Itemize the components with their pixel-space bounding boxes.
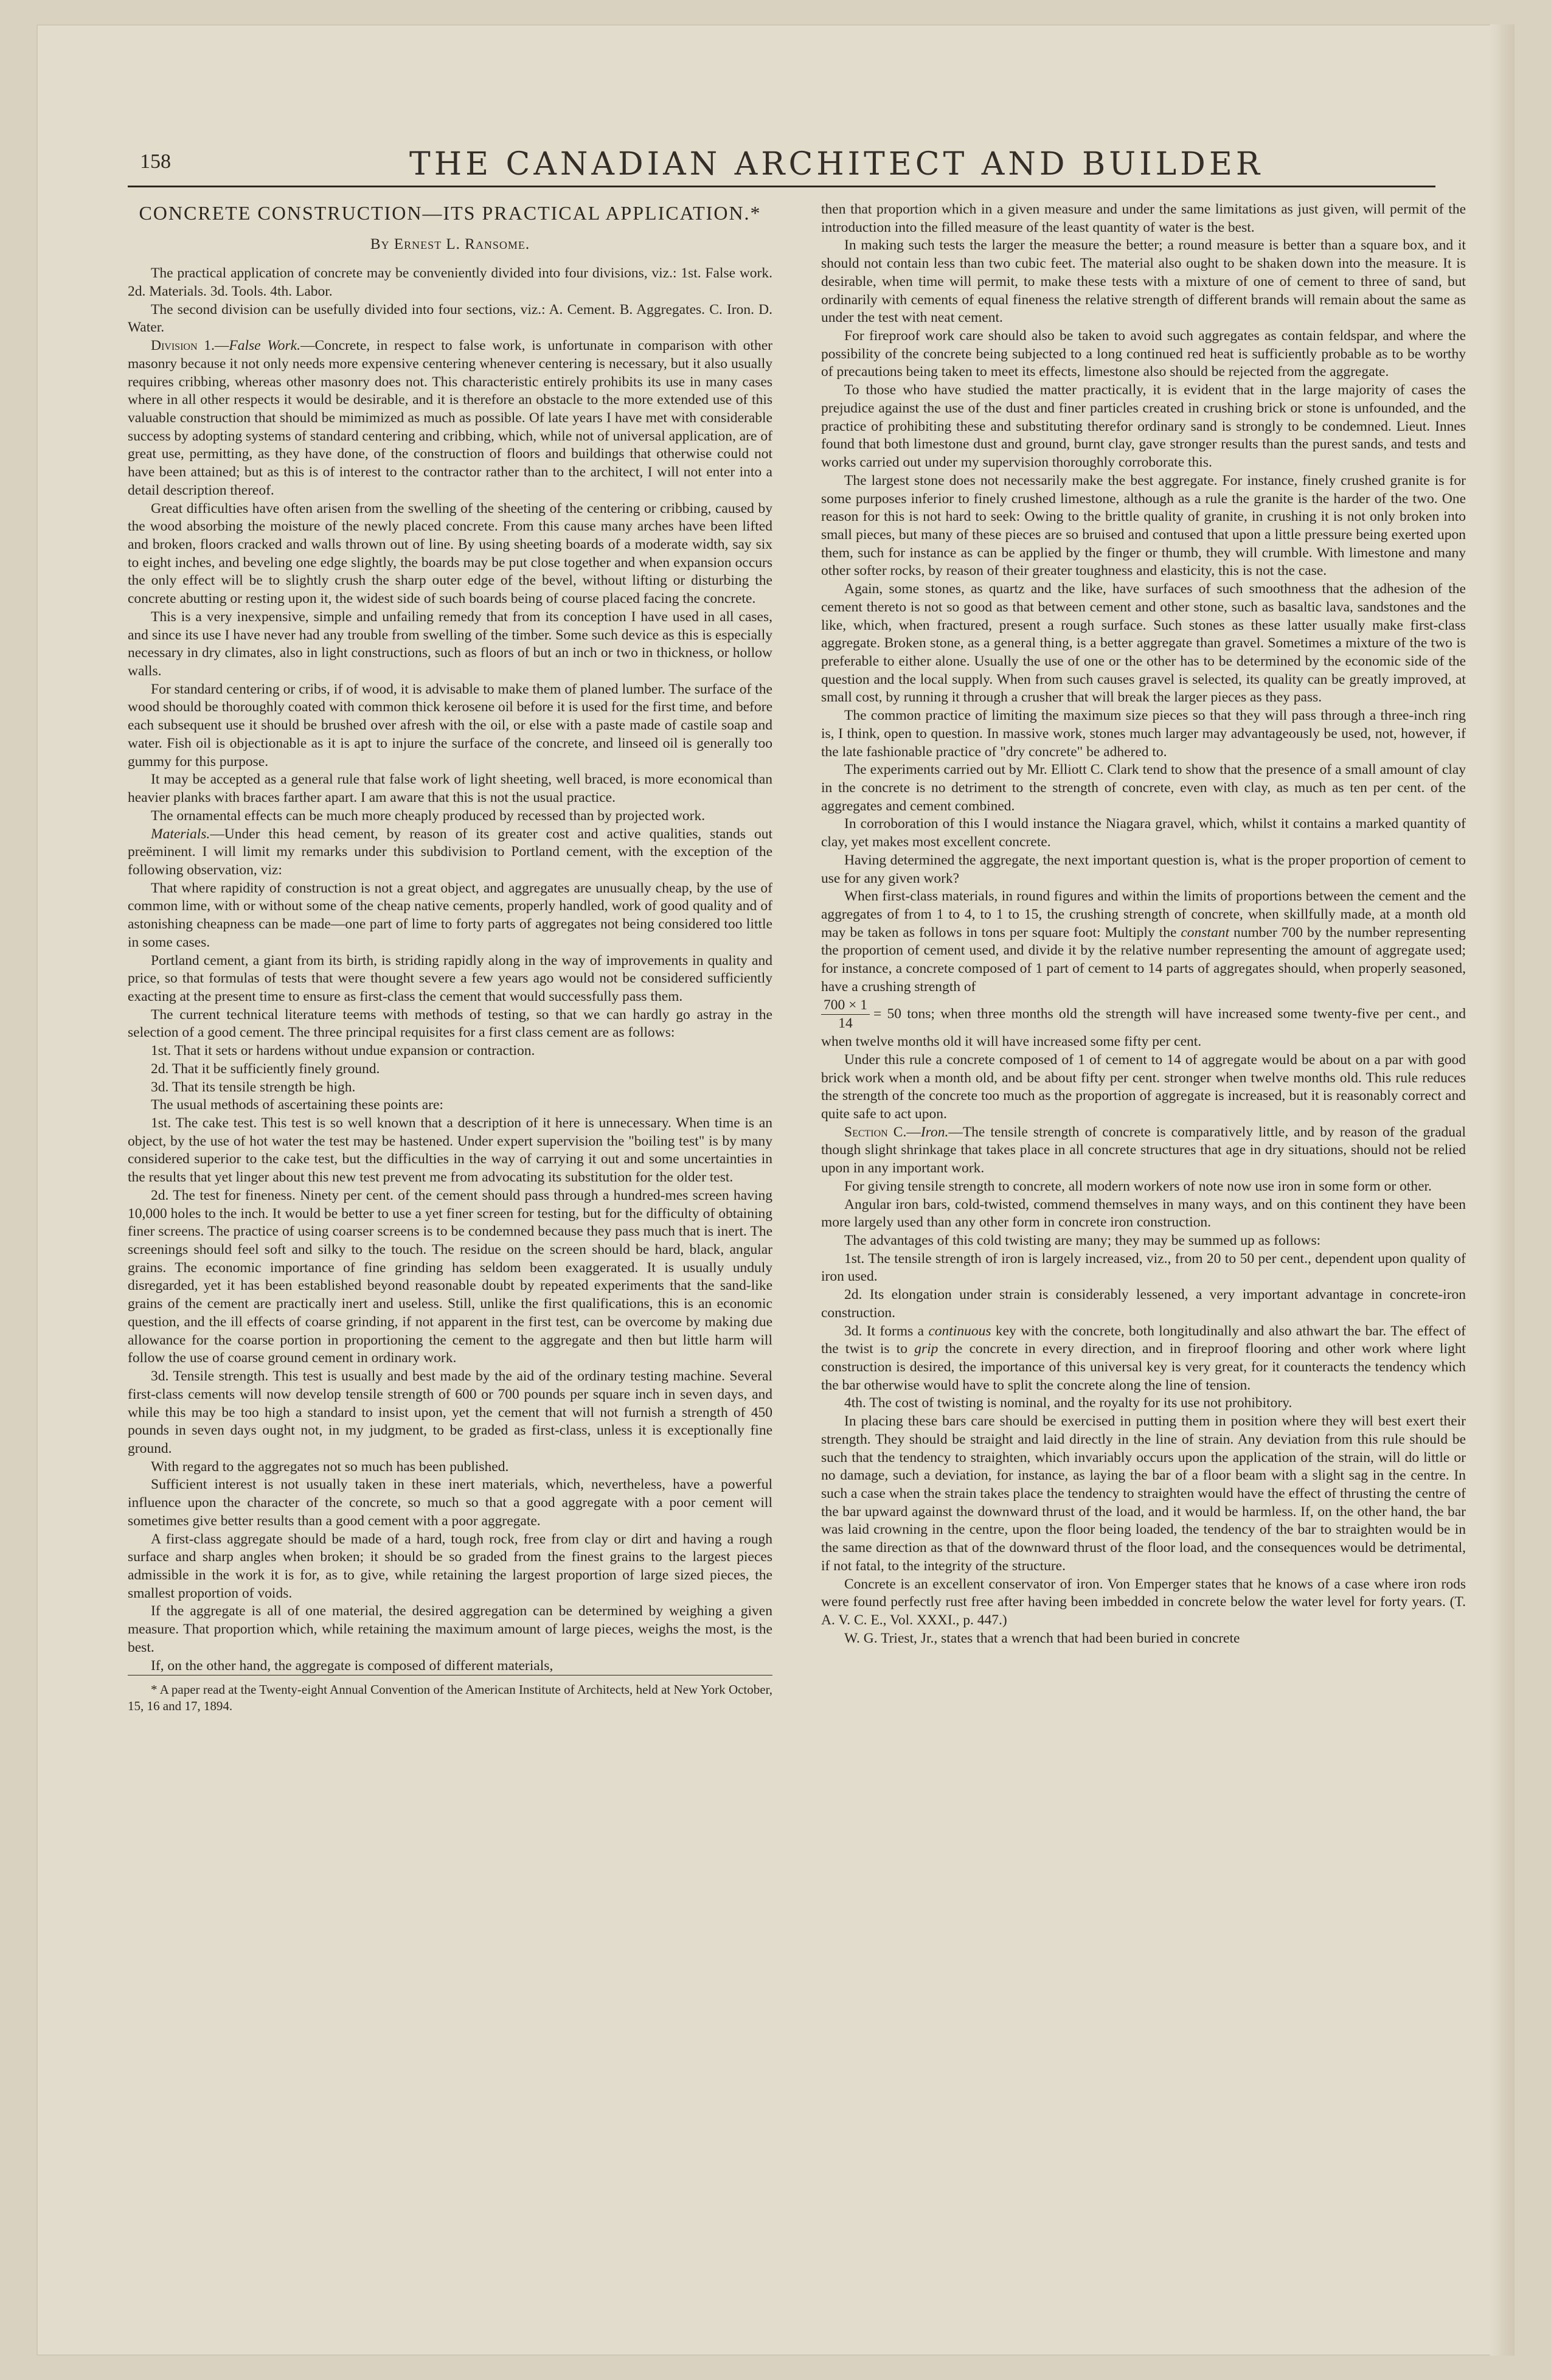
emphasis: constant xyxy=(1181,924,1229,941)
paragraph: 2d. The test for fineness. Ninety per cent. of the cement should pass through a hundred-mes screen having 10,000 holes to the inch. It would be better to use a yet finer screen for testing, but for the difficulty of obtaining finer screens. The practice of using coarser screens is to be condemned because they pass much that is inert. The screenings should feel soft and silky to the touch. The residue on the screen should be hard, black, angular grains. The economic importance of fine grinding has seldom been exaggerated. It is usually unduly disregarded, yet it has been established beyond reasonable doubt by repeated experiments that the sand-like grains of the cement are practically inert and useless. Still, unlike the first qualifications, this is an economic question, and the ill effects of coarse grinding, if not apparent in the first test, can be overcome by making due allowance for the coarse portion in proportioning the cement to the aggregate and then but little harm will follow the use of coarse ground cement in ordinary work. xyxy=(128,1187,772,1366)
page-fold-shadow xyxy=(1490,24,1515,2356)
fraction xyxy=(821,997,870,1033)
paragraph-text: key with the concrete, both longitudinally and also athwart the bar. The effect of the twist is to xyxy=(821,1323,1466,1357)
article-byline: By Ernest L. Ransome. xyxy=(370,235,530,252)
paragraph: This is a very inexpensive, simple and unfailing remedy that from its conception I have used in all cases, and since its use I have never had any trouble from swelling of the timber. Some such device as this is especially necessary in dry climates, also in light constructions, such as floors of but an inch or two in thickness, or hollow walls. xyxy=(128,608,772,680)
paragraph: W. G. Triest, Jr., states that a wrench that had been buried in concrete xyxy=(844,1630,1240,1646)
paragraph: To those who have studied the matter practically, it is evident that in the large majority of cases the prejudice against the use of the dust and finer particles created in crushing brick or stone is unfounded, and the practice of prohibiting these and substituting therefor ordinary sand is strongly to be condemned. Lieut. Innes found that both limestone dust and ground, burnt clay, gave stronger results than the purest sands, and tests and works carried out under my supervision thoroughly corroborate this. xyxy=(821,382,1466,471)
left-column xyxy=(128,201,772,2330)
paragraph: The experiments carried out by Mr. Elliott C. Clark tend to show that the presence of a small amount of clay in the concrete is no detriment to the strength of concrete, even with clay, as much as ten per cent. of the aggregates and cement combined. xyxy=(821,762,1466,814)
paragraph: Great difficulties have often arisen from the swelling of the sheeting of the centering or cribbing, caused by the wood absorbing the moisture of the newly placed concrete. From this cause many arches have been lifted and broken, floors cracked and walls thrown out of line. By using sheeting boards of a moderate width, say six to eight inches, and beveling one edge slightly, the boards may be put close together and when expansion occurs the only effect will be to slightly crush the sharp outer edge of the bevel, without lifting or disturbing the concrete abutting or resting upon it, the widest side of such boards being of course placed facing the concrete. xyxy=(128,500,772,607)
paragraph-text: —Under this head cement, by reason of its greater cost and active qualities, stands out preëminent. I will limit my remarks under this subdivision to Portland cement, with the exception of the following observation, viz: xyxy=(128,826,772,878)
list-item: 3d. That its tensile strength be high. xyxy=(151,1079,356,1095)
paragraph: Under this rule a concrete composed of 1 of cement to 14 of aggregate would be about on a par with good brick work when a month old, and be about fifty per cent. stronger when twelve months old. This rule reduces the strength of the concrete too much as the proportion of aggregate is increased, but it is reasonably correct and quite safe to act upon. xyxy=(821,1051,1466,1122)
paragraph: The advantages of this cold twisting are many; they may be summed up as follows: xyxy=(844,1232,1321,1248)
paragraph: The usual methods of ascertaining these points are: xyxy=(151,1097,443,1113)
paragraph: 3d. Tensile strength. This test is usually and best made by the aid of the ordinary testing machine. Several first-class cements will now develop tensile strength of 600 or 700 pounds per square inch in seven days, and while this may be too high a standard to insist upon, yet the cement that will not furnish a strength of 450 pounds in seven days ought not, in my judgment, to be graded as first-class, unless it is exceptionally fine ground. xyxy=(128,1368,772,1456)
paragraph: The common practice of limiting the maximum size pieces so that they will pass through a three-inch ring is, I think, open to question. In massive work, stones much larger may advantageously be used, not, however, if the late fashionable practice of "dry concrete" be adhered to. xyxy=(821,708,1466,760)
list-item: 2d. Its elongation under strain is considerably lessened, a very important advantage in concrete-iron construction. xyxy=(821,1287,1466,1321)
paragraph: A first-class aggregate should be made of a hard, tough rock, free from clay or dirt and having a rough surface and sharp angles when broken; it should be so graded from the finest grains to the largest pieces admissible in the work it is for, as to give, while retaining the largest proportion of large sized pieces, the smallest proportion of voids. xyxy=(128,1531,772,1601)
section-heading: Iron. xyxy=(920,1124,949,1140)
paragraph-text: When first-class materials, in round figures and within the limits of proportions between the cement and the aggregates of from 1 to 4, to 1 to 15, the crushing strength of concrete, when skillfully made, at a month old may be taken as follows in tons per square foot: Multiply the xyxy=(821,888,1466,941)
paragraph: For giving tensile strength to concrete, all modern workers of note now use iron in some form or other. xyxy=(844,1178,1432,1194)
paragraph xyxy=(821,1124,1466,1178)
paragraph-text: the concrete in every direction, and in fireproof flooring and other work where light construction is desired, the importance of this universal key is very great, for it counteracts the tendency which the bar otherwise would have to split the concrete along the line of tension. xyxy=(821,1341,1466,1393)
paragraph: In corroboration of this I would instance the Niagara gravel, which, whilst it contains a marked quantity of clay, yet makes most excellent concrete. xyxy=(821,816,1466,851)
paragraph-text: = 50 tons; when three months old the strength will have increased some twenty-five per cent., and when twelve months old it will have increased some fifty per cent. xyxy=(821,1006,1466,1050)
list-item: 4th. The cost of twisting is nominal, and the royalty for its use not prohibitory. xyxy=(844,1395,1292,1411)
paragraph-text: 3d. It forms a xyxy=(844,1323,924,1339)
paragraph: It may be accepted as a general rule that false work of light sheeting, well braced, is more economical than heavier planks with braces farther apart. I am aware that this is not the usual practice. xyxy=(128,771,772,806)
list-item: 1st. That it sets or hardens without undue expansion or contraction. xyxy=(151,1043,535,1059)
paragraph: For fireproof work care should also be taken to avoid such aggregates as contain feldspar, and where the possibility of the concrete being subjected to a long continued red heat is sufficiently probable as to be worthy of precautions being taken to meet its effects, limestone also should be rejected from the aggregate. xyxy=(821,328,1466,380)
paragraph: then that proportion which in a given measure and under the same limitations as just given, will permit of the introduction into the filled measure of the least quantity of water is the best. xyxy=(821,201,1466,235)
paragraph: The current technical literature teems with methods of testing, so that we can hardly go astray in the selection of a good cement. The three principal requisites for a first class cement are as follows: xyxy=(128,1006,772,1041)
formula-line xyxy=(821,997,1466,1051)
paragraph xyxy=(128,826,772,880)
paragraph: Concrete is an excellent conservator of iron. Von Emperger states that he knows of a case where iron rods were found perfectly rust free after having been imbedded in concrete below the water level for forty years. (T. A. V. C. E., Vol. XXXI., p. 447.) xyxy=(821,1576,1466,1629)
footnote: * A paper read at the Twenty-eight Annual Convention of the American Institute of Architects, held at New York October, 15, 16 and 17, 1894. xyxy=(128,1675,772,1714)
paragraph: That where rapidity of construction is not a great object, and aggregates are unusually cheap, by the use of common lime, with or without some of the cheap native cements, properly handled, work of good quality and of astonishing cheapness can be made—one part of lime to forty parts of aggregates not being considered too little in some cases. xyxy=(128,880,772,950)
paragraph: Angular iron bars, cold-twisted, commend themselves in many ways, and on this continent they have been more largely used than any other form in concrete iron construction. xyxy=(821,1196,1466,1231)
paragraph: 1st. The cake test. This test is so well known that a description of it here is unnecessary. When time is an object, by the use of hot water the test may be hastened. Under expert supervision the "boiling test" is by many considered superior to the cake test, but the difficulties in the way of carrying it out and some uncertainties in the results that yet linger about this new test prevent me from advocating its substitution for the older test. xyxy=(128,1115,772,1186)
paragraph: The ornamental effects can be much more cheaply produced by recessed than by projected work. xyxy=(151,807,706,824)
page-number: 158 xyxy=(140,150,171,173)
article-title: CONCRETE CONSTRUCTION—ITS PRACTICAL APPLICATION.* xyxy=(139,202,762,224)
emphasis: grip xyxy=(914,1341,939,1357)
paragraph: In making such tests the larger the measure the better; a round measure is better than a square box, and it should not contain less than two cubic feet. The material also ought to be shaken down into the measure. It is desirable, when time will permit, to make these tests with a mixture of one of cement to three of sand, but ordinarily with cements of equal fineness the relative strength of different brands will remain about the same as under the test with neat cement. xyxy=(821,237,1466,326)
paragraph: In placing these bars care should be exercised in putting them in position where they will best exert their strength. They should be straight and laid directly in the line of strain. Any deviation from this rule should be such that the tendency to straighten, which invariably occurs upon the application of the strain, will do little or no damage, such a deviation, for instance, as laying the bar of a floor beam with a slight sag in the centre. In such a case when the strain takes place the tendency to straighten would have the effect of thrusting the centre of the bar upward against the downward thrust of the load, and it would be harmless. If, on the other hand, the bar was laid crowning in the centre, upon the floor being loaded, the tendency of the bar to straighten would be in the same direction as that of the downward thrust of the floor load, and the consequences would be detrimental, if not fatal, to the integrity of the structure. xyxy=(821,1413,1466,1574)
emphasis: continuous xyxy=(928,1323,991,1339)
list-item xyxy=(821,1323,1466,1395)
paragraph: The largest stone does not necessarily make the best aggregate. For instance, finely crushed granite is for some purposes inferior to finely crushed limestone, although as a rule the granite is the harder of the two. One reason for this is not hard to seek: Owing to the brittle quality of granite, in crushing it is not only broken into small pieces, but many of these pieces are so bruised and contused that upon a little pressure being exerted upon them, such for instance as can be applied by the finger or thumb, they will crumble. With limestone and many other softer rocks, by reason of their greater toughness and elasticity, this is not the case. xyxy=(821,472,1466,579)
paragraph: With regard to the aggregates not so much has been published. xyxy=(151,1458,509,1475)
paragraph xyxy=(821,888,1466,996)
paragraph: Again, some stones, as quartz and the like, have surfaces of such smoothness that the adhesion of the cement thereto is not so good as that between cement and other stone, such as basaltic lava, sandstones and the like, which, when fractured, present a rough surface. Such stones as these latter usually make first-class aggregate. Broken stone, as a general thing, is a better aggregate than gravel. Sometimes a mixture of the two is preferable to either alone. Usually the use of one or the other has to be determined by the economic side of the question and the local supply. When from such causes gravel is selected, its quality can be greatly improved, at small cost, by running it through a crusher that will break the larger pieces as they pass. xyxy=(821,581,1466,706)
paragraph xyxy=(128,337,772,499)
section-heading: Materials. xyxy=(151,826,210,842)
paragraph: If, on the other hand, the aggregate is composed of different materials, xyxy=(151,1657,553,1674)
paragraph-text: —Concrete, in respect to false work, is unfortunate in comparison with other masonry because it not only needs more expensive centering whenever centering is necessary, but it also usually requires cribbing, whereas other masonry does not. This characteristic entirely prohibits its use in many cases where in all other respects it would be desirable, and it is therefore an obstacle to the more extended use of this valuable construction that should be mimimized as much as possible. Of late years I have met with considerable success by adopting systems of standard centering and cribbing, which, while not of universal application, are of great use, permitting, as they have done, of the construction of floors and buildings that otherwise could not have been attained; but as this is of interest to the contractor rather than to the architect, I will not enter into a detail description thereof. xyxy=(128,338,772,498)
paragraph-text: number 700 by the number representing the proportion of cement used, and divide it by the relative number representing the amount of aggregate used; for instance, a concrete composed of 1 part of cement to 14 parts of aggregates should, when properly seasoned, have a crushing strength of xyxy=(821,924,1466,995)
paragraph: Portland cement, a giant from its birth, is striding rapidly along in the way of improvements in quality and price, so that formulas of tests that were thought severe a few years ago would not be considered sufficiently exacting at the present time to ensure as first-class the cement that would successfully pass them. xyxy=(128,952,772,1004)
paragraph: The practical application of concrete may be conveniently divided into four divisions, viz.: 1st. False work. 2d. Materials. 3d. Tools. 4th. Labor. xyxy=(128,265,772,299)
page xyxy=(36,24,1515,2356)
paragraph: The second division can be usefully divided into four sections, viz.: A. Cement. B. Aggregates. C. Iron. D. Water. xyxy=(128,301,772,336)
paragraph: Having determined the aggregate, the next important question is, what is the proper proportion of cement to use for any given work? xyxy=(821,852,1466,886)
paragraph-text: —The tensile strength of concrete is comparatively little, and by reason of the gradual though slight shrinkage that takes place in all concrete structures that age in dry situations, should not be relied upon in any important work. xyxy=(821,1124,1466,1177)
section-label: Section C.— xyxy=(844,1124,921,1140)
section-label: Division 1.— xyxy=(151,338,229,354)
section-heading: False Work. xyxy=(229,338,300,354)
list-item: 1st. The tensile strength of iron is largely increased, viz., from 20 to 50 per cent., dependent upon quality of iron used. xyxy=(821,1250,1466,1285)
fraction-numerator: 700 × 1 xyxy=(821,997,870,1015)
list-item: 2d. That it be sufficiently finely ground. xyxy=(151,1060,380,1077)
journal-title: THE CANADIAN ARCHITECT AND BUILDER xyxy=(409,146,1263,183)
paragraph: For standard centering or cribs, if of wood, it is advisable to make them of planed lumber. The surface of the wood should be thoroughly coated with common thick kerosene oil before it is used for the first time, and before each subsequent use it should be brushed over afresh with the oil, or else with a paste made of castile soap and water. Fish oil is objectionable as it is apt to injure the surface of the concrete, and linseed oil is generally too gummy for this purpose. xyxy=(128,681,772,770)
paragraph: Sufficient interest is not usually taken in these inert materials, which, nevertheless, have a powerful influence upon the character of the concrete, so much so that a good aggregate with a poor cement will sometimes give better results than a good cement with a poor aggregate. xyxy=(128,1477,772,1529)
fraction-denominator: 14 xyxy=(838,1015,853,1032)
paragraph: If the aggregate is all of one material, the desired aggregation can be determined by weighing a given measure. That proportion which, while retaining the maximum amount of large pieces, weighs the most, is the best. xyxy=(128,1603,772,1655)
right-column xyxy=(821,201,1466,2330)
page-header xyxy=(128,119,1435,187)
